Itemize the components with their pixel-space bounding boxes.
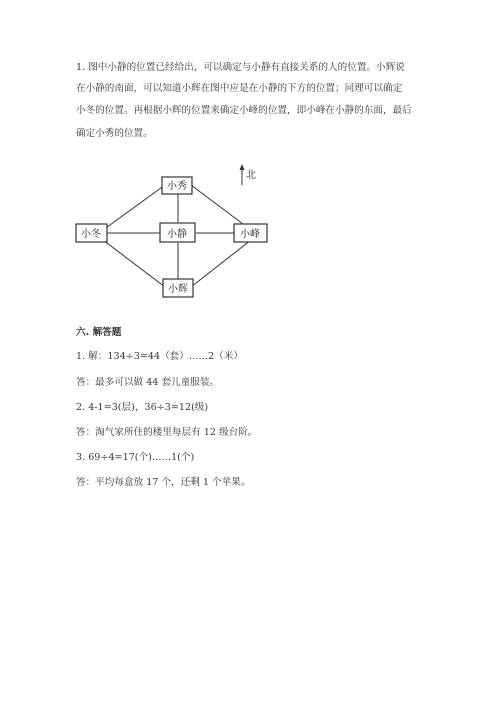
- node-label-bottom: 小辉: [168, 284, 188, 295]
- north-label: 北: [246, 170, 256, 181]
- answer-1-calc: 1. 解：134÷3=44（套）……2（米）: [76, 351, 243, 362]
- connector-line: [103, 185, 165, 230]
- answer-3-reply: 答：平均每盒放 17 个，还剩 1 个苹果。: [76, 477, 251, 488]
- connector-line: [103, 240, 165, 287]
- connector-line: [191, 185, 251, 230]
- answer-1-reply: 答：最多可以做 44 套儿童服装。: [76, 377, 220, 388]
- node-label-right: 小峰: [240, 229, 260, 240]
- connector-line: [191, 240, 251, 287]
- paragraph-line: 小冬的位置。再根据小辉的位置来确定小峰的位置，即小峰在小静的东面，最后: [76, 105, 412, 116]
- node-label-left: 小冬: [81, 229, 101, 240]
- node-label-center: 小静: [167, 229, 187, 240]
- paragraph-line: 在小静的南面，可以知道小辉在图中应是在小静的下方的位置；同理可以确定: [76, 83, 403, 94]
- paragraph-line: 1. 图中小静的位置已经给出，可以确定与小静有直接关系的人的位置。小辉说: [76, 62, 405, 73]
- node-label-top: 小秀: [167, 181, 187, 192]
- paragraph-line: 确定小秀的位置。: [76, 128, 153, 139]
- north-arrow-icon: [240, 164, 245, 185]
- answer-2-reply: 答：淘气家所住的楼里每层有 12 级台阶。: [76, 427, 258, 438]
- answer-2-calc: 2. 4-1=3(层)，36÷3=12(级): [76, 402, 209, 413]
- answer-3-calc: 3. 69÷4=17(个)……1(个): [76, 452, 195, 463]
- section-title: 六. 解答题: [76, 327, 122, 338]
